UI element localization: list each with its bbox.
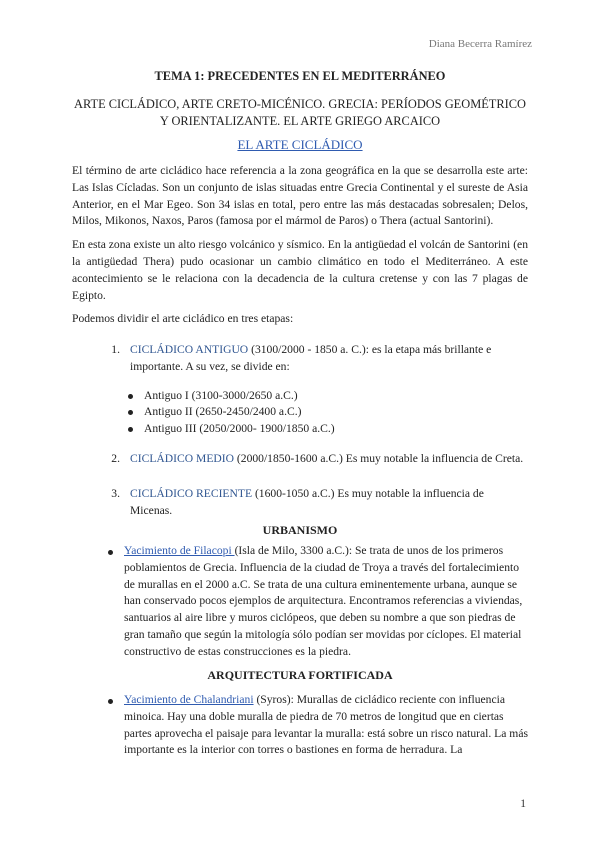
stage-text: (1600-1050 a.C.) Es muy notable la influencia de Micenas. — [130, 486, 484, 517]
chalandriani-link[interactable]: Yacimiento de Chalandriani — [124, 692, 254, 706]
stage-name: CICLÁDICO RECIENTE — [130, 486, 253, 500]
stage-number: 1. — [111, 343, 120, 357]
stage-subitems — [72, 388, 528, 437]
arquitectura-entry — [72, 692, 528, 759]
bullet-icon — [128, 427, 133, 432]
stage-item — [72, 486, 528, 520]
stage-body — [130, 451, 528, 468]
page-content — [72, 68, 528, 761]
filacopi-link[interactable]: Yacimiento de Filacopi — [124, 543, 235, 557]
stage-number: 3. — [111, 486, 120, 500]
author-header: Diana Becerra Ramírez — [428, 38, 532, 50]
urbanismo-entry — [72, 543, 528, 661]
stage-name: CICLÁDICO ANTIGUO — [130, 343, 249, 357]
stage-item — [72, 342, 528, 376]
list-item — [128, 404, 528, 420]
heading-arquitectura: ARQUITECTURA FORTIFICADA — [207, 667, 393, 682]
list-item-text: Antiguo III (2050/2000- 1900/1850 a.C.) — [144, 421, 335, 435]
stage-number: 2. — [111, 452, 120, 466]
heading-urbanismo: URBANISMO — [262, 522, 338, 537]
section-title[interactable]: EL ARTE CICLÁDICO — [237, 137, 363, 153]
bullet-icon — [108, 699, 113, 704]
urbanismo-text: (Isla de Milo, 3300 a.C.): Se trata de unos de los primeros poblamientos de Grecia. Influencia de la ciudad de Troya a través del fortalecimiento de murallas en el 2000 a.C. Se trata de una cultura eminentemente urbana, aunque se han conservado pocos ejemplos de arquitectura. Encontramos referencias a viviendas, santuarios al aire libre y muros ciclópeos, que deben su nombre a que son piedras de gran tamaño que según la mitología sólo podían ser movidas por cíclopes. El material constructivo de estas construcciones es la piedra. — [124, 543, 523, 658]
list-item — [128, 421, 528, 437]
document-title: TEMA 1: PRECEDENTES EN EL MEDITERRÁNEO — [154, 69, 446, 83]
paragraph-stages-intro: Podemos dividir el arte cicládico en tres etapas: — [72, 312, 294, 326]
document-subtitle: ARTE CICLÁDICO, ARTE CRETO-MICÉNICO. GRECIA: PERÍODOS GEOMÉTRICO Y ORIENTALIZANTE. EL ARTE GRIEGO ARCAICO — [74, 96, 526, 129]
bullet-icon — [128, 410, 133, 415]
list-item — [128, 388, 528, 404]
bullet-icon — [108, 550, 113, 555]
arquitectura-text: (Syros): Murallas de cicládico reciente con influencia minoica. Hay una doble muralla de piedra de 70 metros de longitud que en ciertas partes aprovecha el paisaje para levantar la muralla: está sobre un risco natural. La más importante es la interior con torres o bastiones en forma de herradura. La — [124, 692, 528, 757]
stage-name: CICLÁDICO MEDIO — [130, 452, 235, 466]
page-number: 1 — [520, 798, 526, 810]
list-item-text: Antiguo II (2650-2450/2400 a.C.) — [144, 405, 302, 419]
bullet-icon — [128, 394, 133, 399]
list-item-text: Antiguo I (3100-3000/2650 a.C.) — [144, 388, 298, 402]
paragraph-volcano: En esta zona existe un alto riesgo volcánico y sísmico. En la antigüedad el volcán de Santorini (en la antigüedad Thera) pudo ocasionar un cambio climático en todo el Mediterráneo. A este acontecimiento se le relaciona con la decadencia de la cultura cretense y con las 7 plagas de Egipto. — [72, 238, 528, 302]
stage-body — [130, 486, 528, 520]
stage-body — [130, 342, 528, 376]
paragraph-intro: El término de arte cicládico hace referencia a la zona geográfica en la que se desarrolla este arte: Las Islas Cícladas. Son un conjunto de islas situadas entre Grecia Continental y el sureste de Asia Anterior, en el Mar Egeo. Son 34 islas en total, pero entre las más destacadas sobresalen; Delos, Milos, Mikonos, Naxos, Paros (famosa por el mármol de Paros) o Thera (actual Santorini). — [72, 164, 528, 228]
stage-text: (3100/2000 - 1850 a. C.): es la etapa más brillante e importante. A su vez, se divide en: — [130, 343, 492, 374]
stage-text: (2000/1850-1600 a.C.) Es muy notable la influencia de Creta. — [234, 452, 524, 466]
stage-item — [72, 451, 528, 468]
